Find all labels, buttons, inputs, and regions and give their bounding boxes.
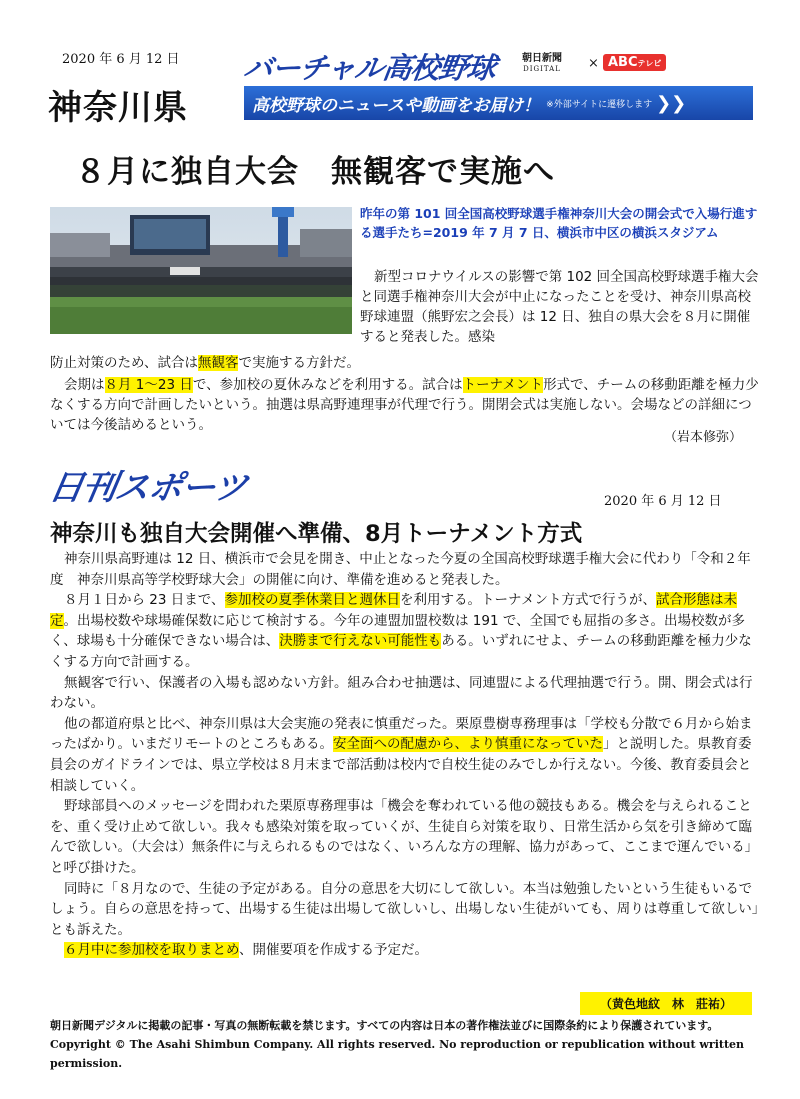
article1-paragraph-cont <box>50 353 762 373</box>
times-sign: × <box>588 56 599 71</box>
asahi-name: 朝日新聞 <box>522 53 562 64</box>
article2-headline: 神奈川も独自大会開催へ準備、8月トーナメント方式 <box>50 521 583 547</box>
text: 会期は <box>64 377 105 393</box>
article2-p3: 無観客で行い、保護者の入場も認めない方針。組み合わせ抽選は、同連盟による代理抽選で行う。開、閉会式は行わない。 <box>50 674 753 712</box>
highlight-tournament: トーナメント <box>462 377 544 393</box>
highlight-june: ６月中に参加校を取りまとめ <box>64 942 239 959</box>
abc-tv-logo <box>603 54 666 71</box>
article1-paragraph <box>360 267 760 347</box>
article1-paragraph-2 <box>50 375 762 435</box>
article1-p1: 新型コロナウイルスの影響で第 102 回全国高校野球選手権大会と同選手権神奈川大会が中止になったことを受け、神奈川県高校野球連盟（熊野宏之会長）は 12 日、独自の県大会を８月に開催すると発表した。感染 <box>360 269 759 345</box>
text: を利用する。トーナメント方式で行うが、 <box>400 592 656 609</box>
header-date: 2020 年 6 月 12 日 <box>62 52 180 67</box>
text: 防止対策のため、試合は <box>50 355 198 371</box>
banner-tagline: 高校野球のニュースや動画をお届け！ <box>252 95 541 116</box>
double-chevron-icon: ❯❯ <box>656 92 687 114</box>
highlight-holidays: 参加校の夏季休業日と週休日 <box>224 592 400 609</box>
article2-body <box>50 549 762 961</box>
text: で実施する方針だ。 <box>238 355 360 371</box>
article2-date: 2020 年 6 月 12 日 <box>604 494 722 509</box>
abc-text: ABC <box>608 55 638 70</box>
article1-byline: （岩本修弥） <box>664 430 743 445</box>
text: 。出場校数や球場確保数に応じて検討する。今年の連盟加盟校数は 191 で、全国でも屈指の多さ。出場校数が多く、球場も十分確保できない場合は、 <box>50 612 746 650</box>
article2-p2 <box>50 590 762 672</box>
asahi-sub: DIGITAL <box>523 65 561 73</box>
text: で、参加校の夏休みなどを利用する。試合は <box>192 377 463 393</box>
text: ８月１日から 23 日まで、 <box>64 592 225 609</box>
highlight-no-spectators: 無観客 <box>197 355 239 371</box>
nikkan-sports-logo: 日刊スポーツ <box>45 468 250 508</box>
highlight-dates: ８月 1～23 日 <box>104 377 193 393</box>
text: 、開催要項を作成する予定だ。 <box>238 942 428 959</box>
banner-note: ※外部サイトに遷移します <box>546 99 653 110</box>
article2-byline: （黄色地紋 林 莊祐） <box>580 992 752 1015</box>
article2-p4 <box>50 714 762 796</box>
abc-sub: テレビ <box>637 59 662 68</box>
virtual-koshien-logo[interactable]: バーチャル高校野球 <box>241 51 498 85</box>
article2-p7 <box>50 940 762 961</box>
banner-link[interactable] <box>244 86 753 120</box>
text: ある。いずれにせよ、チームの移動距離を極力少なくする方向で計画する。 <box>50 633 752 670</box>
article1-headline: ８月に独自大会 無観客で実施へ <box>75 154 555 190</box>
prefecture-title: 神奈川県 <box>48 88 188 128</box>
text: 形式で、チームの移動距離を極力少なくする方向で計画したいという。抽選は県高野連理事が代理で行う。開閉会式は実施しない。会場などの詳細については今後詰めるという。 <box>50 377 759 433</box>
article2-p5: 野球部員へのメッセージを問われた栗原専務理事は「機会を奪われている他の競技もある。機会を与えられることを、重く受け止めて欲しい。我々も感染対策を取っていくが、生徒自ら対策を取り、日常生活から気を引き締めて臨んで欲しい。（大会は）無条件に与えられるものではなく、いろんな方の理解、協力があって、ここまで運んでいる」と呼び掛けた。 <box>50 798 759 876</box>
article2-p1: 神奈川県高野連は 12 日、横浜市で会見を開き、中止となった今夏の全国高校野球選手権大会に代わり「令和２年度 神奈川県高等学校野球大会」の開催に向け、準備を進めると発表した。 <box>50 551 751 588</box>
highlight-format-undecided: 試合形態は未定 <box>50 592 737 629</box>
highlight-final-uncertain: 決勝まで行えない可能性も <box>279 633 442 650</box>
text: 他の都道府県と比べ、神奈川県は大会実施の発表に慎重だった。栗原豊樹専務理事は「学校も分散で６月から始まったばかり。いまだリモートのところもある。 <box>50 715 753 753</box>
text: 」と説明した。県教育委員会のガイドラインでは、県立学校は８月末まで部活動は校内で自校生徒のみでしか行えない。今後、教育委員会と相談していく。 <box>50 736 752 794</box>
photo-caption: 昨年の第 101 回全国高校野球選手権神奈川大会の開会式で入場行進する選手たち=2019 年 7 月 7 日、横浜市中区の横浜スタジアム <box>360 206 758 240</box>
copyright-notice: 朝日新聞デジタルに掲載の記事・写真の無断転載を禁じます。すべての内容は日本の著作権法並びに国際条約により保護されています。Copyright © The Asahi Shimbun Company. All rights reserved. No reproduction or republication without written permission. <box>50 1019 745 1070</box>
asahi-digital-logo <box>522 53 562 75</box>
stadium-photo <box>50 207 352 334</box>
highlight-safety: 安全面への配慮から、より慎重になっていた <box>332 736 603 753</box>
article2-p6: 同時に「８月なので、生徒の予定がある。自分の意思を大切にして欲しい。本当は勉強したいという生徒もいるでしょう。自らの意思を持って、出場する生徒は出場して欲しいし、出場しない生徒がいても、周りは尊重して欲しい」とも訴えた。 <box>50 880 759 938</box>
